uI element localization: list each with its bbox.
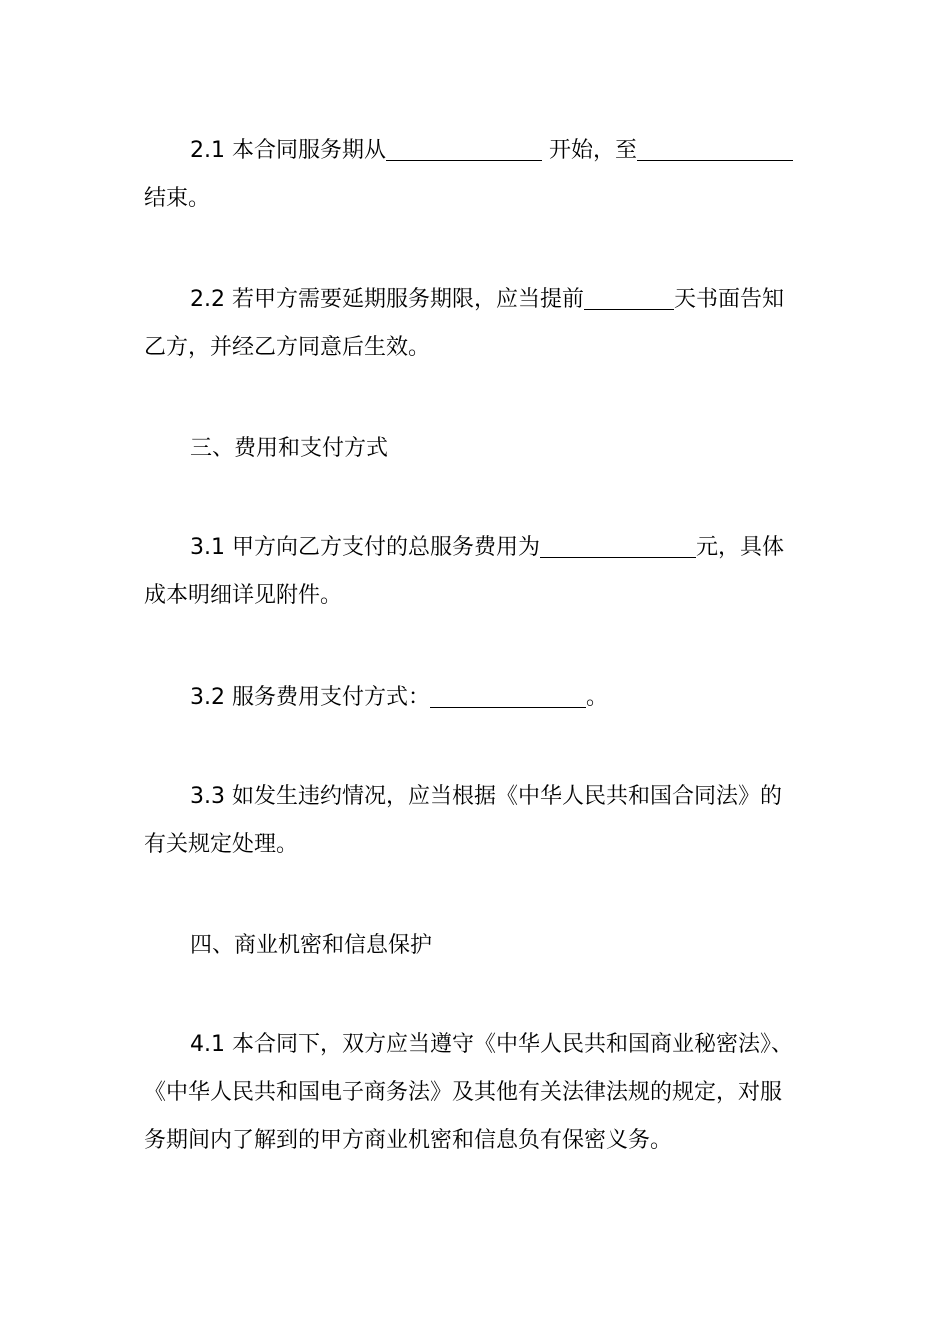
clause-3-1-text-end: 成本明细详见附件。 [144,583,343,608]
clause-3-2-text-end: 。 [585,685,608,710]
clause-2-2-text-middle: 天书面告知 [673,287,784,312]
clause-2-1-text-start: 2.1 本合同服务期从 [190,138,386,163]
clause-3-1-text-start: 3.1 甲方向乙方支付的总服务费用为 [190,535,540,560]
clause-3-3-line-1: 3.3 如发生违约情况，应当根据《中华人民共和国合同法》的 [190,784,782,809]
clause-2-2 [144,276,808,372]
total-fee-blank[interactable] [540,535,696,558]
clause-3-3 [144,773,808,869]
clause-2-1-text-middle: 开始，至 [541,138,637,163]
clause-4-1 [144,1021,834,1165]
clause-2-1 [144,127,808,223]
service-end-date-blank[interactable] [637,138,793,161]
section-heading-fees: 三、费用和支付方式 [190,436,389,461]
clause-2-2-text-end: 乙方，并经乙方同意后生效。 [144,335,431,360]
clause-2-2-text-start: 2.2 若甲方需要延期服务期限，应当提前 [190,287,584,312]
clause-3-2-text-start: 3.2 服务费用支付方式： [190,685,430,710]
clause-4-1-line-2: 《中华人民共和国电子商务法》及其他有关法律法规的规定，对服 [144,1080,783,1105]
clause-3-2 [144,674,808,722]
clause-2-1-text-end: 结束。 [144,186,211,211]
section-heading-confidentiality: 四、商业机密和信息保护 [190,933,433,958]
service-start-date-blank[interactable] [386,138,542,161]
clause-3-1-text-middle: 元，具体 [695,535,784,560]
notice-days-blank[interactable] [584,287,674,310]
clause-3-3-line-2: 有关规定处理。 [144,832,299,857]
payment-method-blank[interactable] [430,685,586,708]
clause-3-1 [144,524,808,620]
clause-4-1-line-1: 4.1 本合同下，双方应当遵守《中华人民共和国商业秘密法》、 [190,1032,793,1057]
clause-4-1-line-3: 务期间内了解到的甲方商业机密和信息负有保密义务。 [144,1128,673,1153]
